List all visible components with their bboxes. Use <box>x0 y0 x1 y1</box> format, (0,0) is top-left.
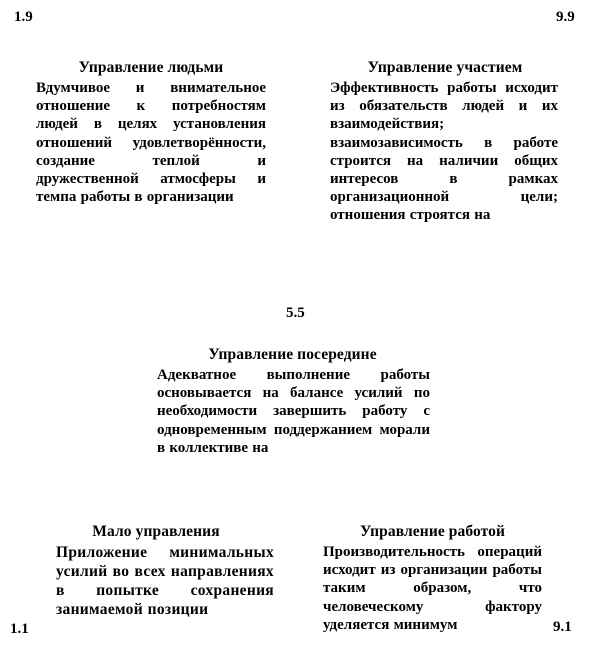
grid-score-bottom-right: 9.1 <box>553 619 572 635</box>
grid-score-bottom-left: 1.1 <box>10 621 29 637</box>
work-management-title: Управление работой <box>359 523 506 540</box>
people-management-text: Вдумчивое и внимательное отношение к потребностям людей в целях установления отношений удовлетворённости, создание теплой и дружественной атмосферы и темпа работы в организации <box>36 80 266 206</box>
grid-score-top-left: 1.9 <box>14 9 33 25</box>
participation-management-block <box>330 58 558 225</box>
little-management-title: Мало управления <box>92 523 220 540</box>
work-management-block <box>323 522 542 634</box>
grid-score-top-right: 9.9 <box>556 9 575 25</box>
middle-management-block <box>157 345 430 457</box>
grid-score-middle: 5.5 <box>286 305 305 321</box>
people-management-block <box>36 58 266 206</box>
middle-management-title: Управление посередине <box>208 346 377 363</box>
people-management-title: Управление людьми <box>78 59 224 76</box>
little-management-block <box>56 522 274 619</box>
participation-management-title: Управление участием <box>367 59 523 76</box>
middle-management-text: Адекватное выполнение работы основывается на балансе усилий по необходимости завершить работу с одновременным поддержанием морали в коллективе на <box>157 367 430 456</box>
work-management-text: Производительность операций исходит из организации работы таким образом, что человеческому фактору уделяется минимум <box>323 544 542 633</box>
participation-management-text: Эффективность работы исходит из обязательств людей и их взаимодействия; взаимозависимость в работе строится на наличии общих интересов в рамках организационной цели; отношения строятся на <box>330 80 558 224</box>
little-management-text: Приложение минимальных усилий во всех направлениях в попытке сохранения занимаемой позиции <box>56 544 274 618</box>
